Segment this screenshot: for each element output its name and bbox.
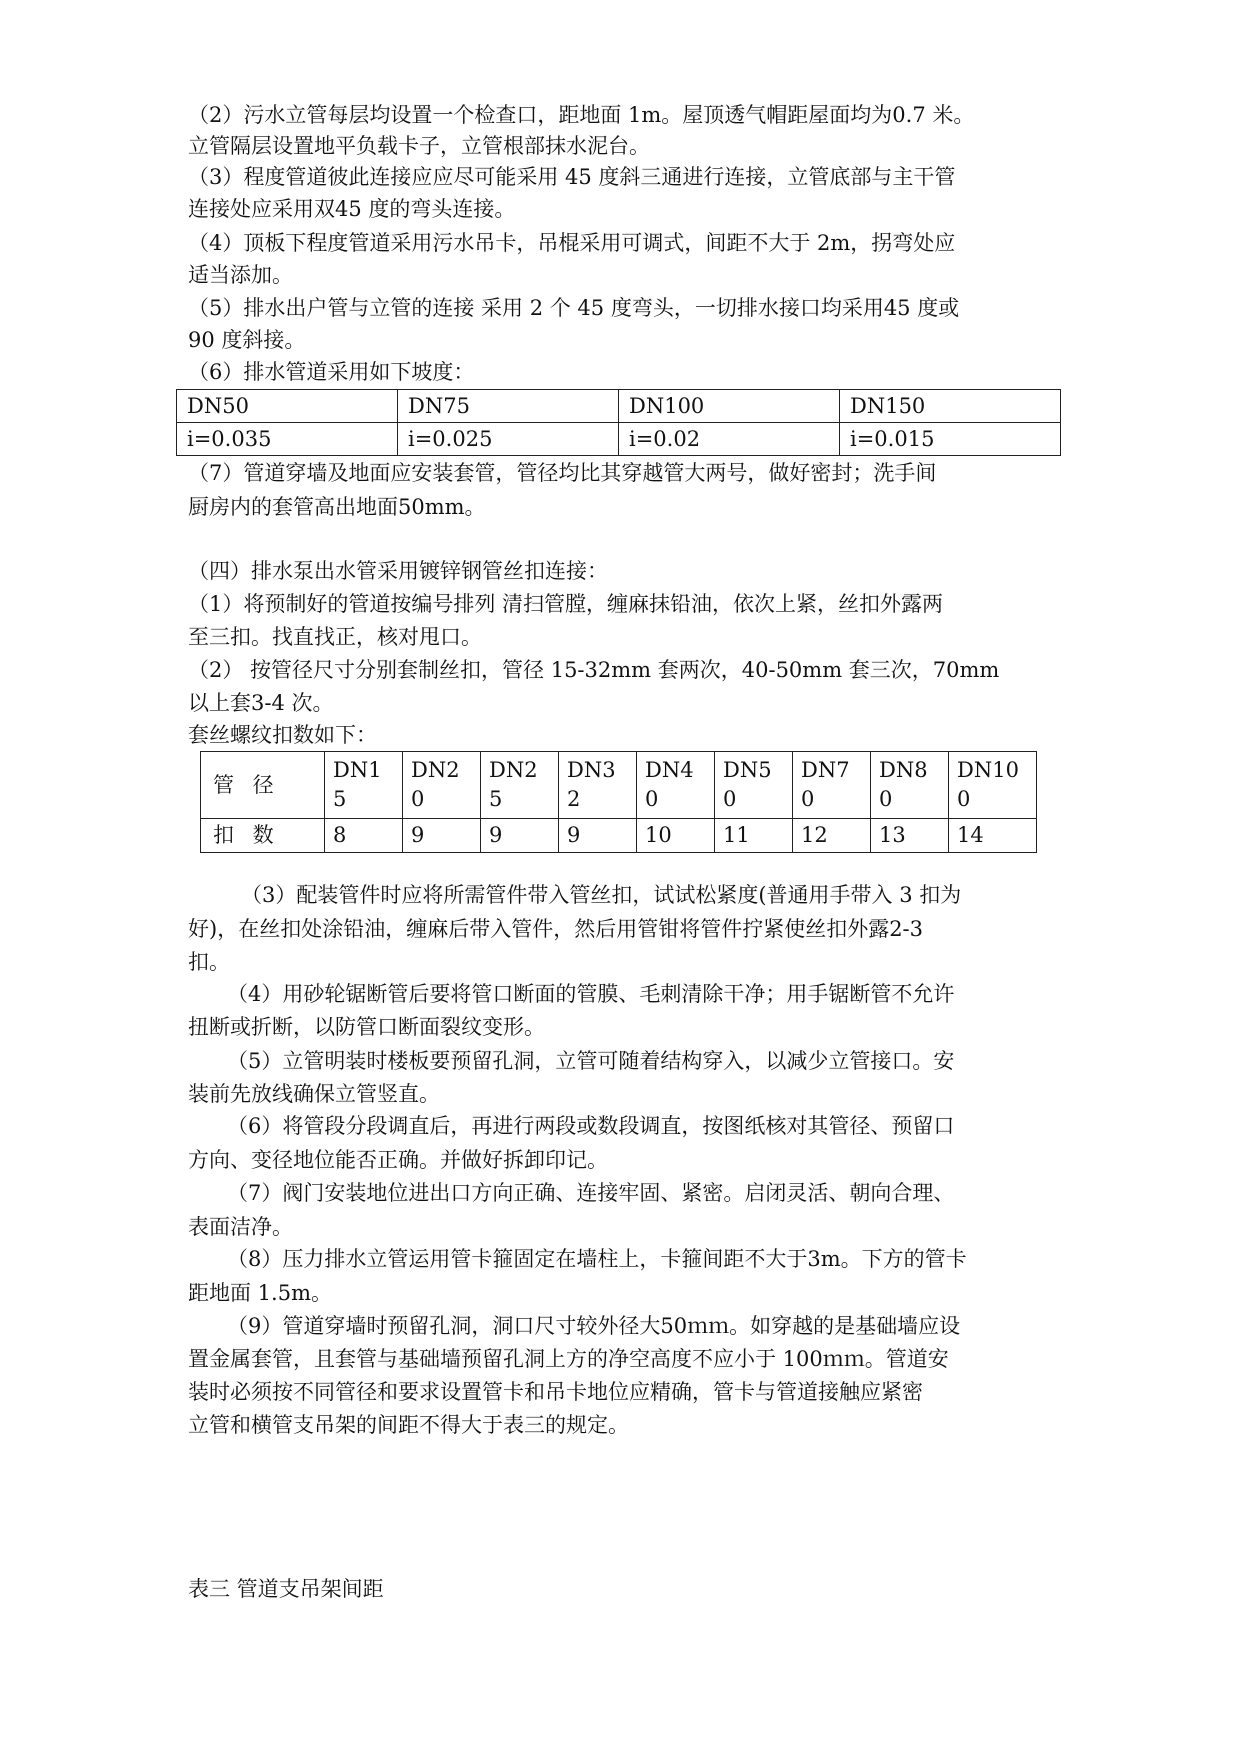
text-line: （2） 按管径尺寸分别套制丝扣，管径 15-32mm 套两次，40-50mm 套三次，70mm — [188, 658, 1000, 682]
text-line: 表面洁净。 — [188, 1215, 293, 1239]
slope-value-cell: i=0.025 — [398, 423, 619, 456]
count-cell: 11 — [715, 819, 793, 853]
table-row — [177, 390, 1061, 423]
table-row — [177, 423, 1061, 456]
table-row — [201, 752, 1037, 819]
text-line: 套丝螺纹扣数如下： — [188, 723, 377, 747]
text-line: 装前先放线确保立管竖直。 — [188, 1082, 440, 1106]
text-line: （3）配装管件时应将所需管件带入管丝扣，试试松紧度(普通用手带入 3 扣为 — [241, 883, 962, 907]
text-line: （2）污水立管每层均设置一个检查口，距地面 1m。屋顶透气帽距屋面均为0.7 米。 — [188, 103, 975, 127]
text-line: （9）管道穿墙时预留孔洞，洞口尺寸较外径大50ｍｍ。如穿越的是基础墙应设 — [227, 1314, 961, 1338]
table-caption: 表三 管道支吊架间距 — [188, 1577, 384, 1601]
count-header-cell: 扣 数 — [201, 819, 325, 853]
thread-count-table — [200, 751, 1037, 853]
count-cell: 14 — [949, 819, 1037, 853]
text-line: 厨房内的套管高出地面50mm。 — [188, 495, 486, 519]
table-row — [201, 819, 1037, 853]
text-line: 距地面 1.5m。 — [188, 1281, 332, 1305]
slope-value-cell: i=0.02 — [619, 423, 840, 456]
text-line: 以上套3-4 次。 — [188, 691, 334, 715]
text-line: 立管和横管支吊架的间距不得大于表三的规定。 — [188, 1413, 629, 1437]
text-line: （6）排水管道采用如下坡度： — [188, 360, 475, 384]
text-line: （7）阀门安装地位进出口方向正确、连接牢固、紧密。启闭灵活、朝向合理、 — [227, 1181, 955, 1205]
slope-value-cell: i=0.035 — [177, 423, 398, 456]
text-line: 方向、变径地位能否正确。并做好拆卸印记。 — [188, 1148, 608, 1172]
diameter-cell: DN20 — [403, 752, 481, 819]
text-line: 90 度斜接。 — [188, 328, 306, 352]
text-line: 立管隔层设置地平负载卡子，立管根部抹水泥台。 — [188, 134, 650, 158]
slope-table — [176, 389, 1061, 456]
text-line: 至三扣。找直找正，核对甩口。 — [188, 625, 482, 649]
text-line: 连接处应采用双45 度的弯头连接。 — [188, 197, 516, 221]
count-cell: 8 — [325, 819, 403, 853]
section-heading: （四）排水泵出水管采用镀锌钢管丝扣连接： — [188, 559, 608, 583]
text-line: （4）用砂轮锯断管后要将管口断面的管膜、毛刺清除干净；用手锯断管不允许 — [227, 982, 955, 1006]
text-line: 装时必须按不同管径和要求设置管卡和吊卡地位应精确，管卡与管道接触应紧密 — [188, 1380, 923, 1404]
text-line: 置金属套管，且套管与基础墙预留孔洞上方的净空高度不应小于 100ｍｍ。管道安 — [188, 1347, 949, 1371]
text-line: （5）排水出户管与立管的连接 采用 2 个 45 度弯头，一切排水接口均采用45 度或 — [188, 296, 960, 320]
diameter-cell: DN25 — [481, 752, 559, 819]
text-line: （7）管道穿墙及地面应安装套管，管径均比其穿越管大两号，做好密封；洗手间 — [188, 461, 937, 485]
text-line: （3）程度管道彼此连接应应尽可能采用 45 度斜三通进行连接，立管底部与主干管 — [188, 165, 956, 189]
text-line: （5）立管明装时楼板要预留孔洞，立管可随着结构穿入，以减少立管接口。安 — [227, 1049, 955, 1073]
text-line: 扭断或折断，以防管口断面裂纹变形。 — [188, 1015, 545, 1039]
diameter-cell: DN100 — [949, 752, 1037, 819]
diameter-cell: DN40 — [637, 752, 715, 819]
diameter-cell: DN50 — [715, 752, 793, 819]
slope-size-cell: DN50 — [177, 390, 398, 423]
count-cell: 12 — [793, 819, 871, 853]
diameter-cell: DN80 — [871, 752, 949, 819]
slope-size-cell: DN150 — [840, 390, 1061, 423]
slope-size-cell: DN100 — [619, 390, 840, 423]
count-cell: 9 — [481, 819, 559, 853]
count-cell: 9 — [559, 819, 637, 853]
diameter-header-cell: 管 径 — [201, 752, 325, 819]
text-line: （8）压力排水立管运用管卡箍固定在墙柱上，卡箍间距不大于3m。下方的管卡 — [227, 1247, 967, 1271]
text-line: （6）将管段分段调直后，再进行两段或数段调直，按图纸核对其管径、预留口 — [227, 1114, 955, 1138]
text-line: 好)，在丝扣处涂铅油，缠麻后带入管件，然后用管钳将管件拧紧使丝扣外露2-3 — [188, 917, 924, 941]
count-cell: 13 — [871, 819, 949, 853]
slope-value-cell: i=0.015 — [840, 423, 1061, 456]
diameter-cell: DN15 — [325, 752, 403, 819]
diameter-cell: DN32 — [559, 752, 637, 819]
slope-size-cell: DN75 — [398, 390, 619, 423]
text-line: （1）将预制好的管道按编号排列 清扫管膛，缠麻抹铅油，依次上紧，丝扣外露两 — [188, 592, 944, 616]
text-line: （4）顶板下程度管道采用污水吊卡，吊棍采用可调式，间距不大于 2m，拐弯处应 — [188, 231, 956, 255]
text-line: 扣。 — [188, 950, 230, 974]
text-line: 适当添加。 — [188, 263, 293, 287]
count-cell: 9 — [403, 819, 481, 853]
count-cell: 10 — [637, 819, 715, 853]
diameter-cell: DN70 — [793, 752, 871, 819]
